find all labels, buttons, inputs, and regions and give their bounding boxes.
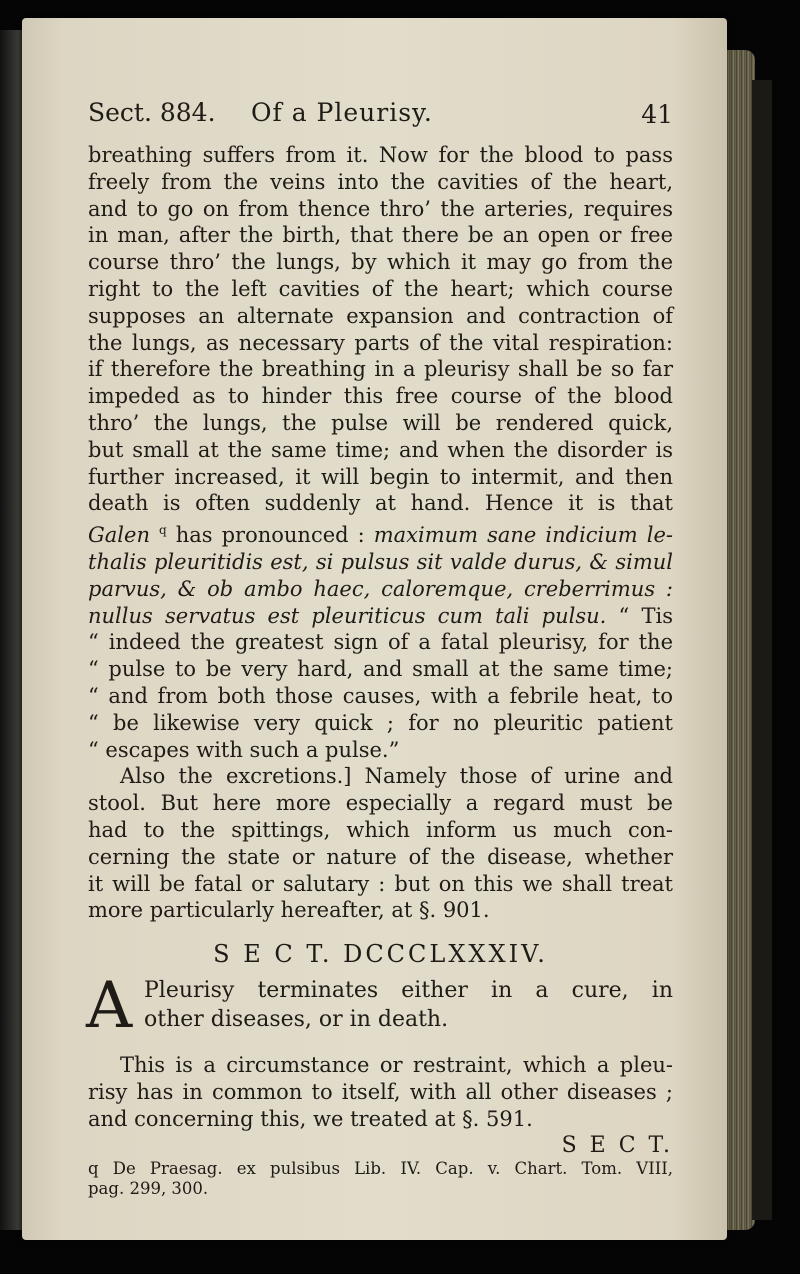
page-text [88,98,673,1199]
book-cover-edge [752,80,772,1220]
text-line: This is a circumstance or restraint, which a pleu- [120,1053,673,1078]
header-title: Of a Pleurisy. [251,98,433,127]
text-line: impeded as to hinder this free course of the blood [88,384,673,409]
footnote-line: pag. 299, 300. [88,1178,209,1198]
text-line: course thro’ the lungs, by which it may go from the [88,250,673,275]
text-line [88,517,673,549]
aphorism [86,969,673,1044]
section-heading: S E C T. DCCCLXXXIV. [213,940,548,969]
galen-name: Galen [88,523,150,548]
text-line: stool. But here more especially a regard must be [88,791,673,816]
text-line: death is often suddenly at hand. Hence it is that [88,491,673,516]
quote-line: “ be likewise very quick ; for no pleuritic patient [88,710,673,735]
header-section: Sect. 884. [88,98,216,127]
footnote [88,1159,673,1199]
paragraph-excretions [88,763,673,924]
text-line: right to the left cavities of the heart; which course [88,276,673,301]
text-line: if therefore the breathing in a pleurisy shall be so far [88,357,673,382]
quote-line: “ indeed the greatest sign of a fatal pleurisy, for the [88,630,673,655]
text-line: Also the excretions.] Namely those of urine and [120,764,673,789]
latin-line: thalis pleuritidis est, si pulsus sit valde durus, & simul [88,549,673,574]
footnote-line: q De Praesag. ex pulsibus Lib. IV. Cap. v. Chart. Tom. VIII, [88,1158,673,1178]
aphorism-line: Pleurisy terminates either in a cure, in [144,978,673,1004]
text-line: the lungs, as necessary parts of the vital respiration: [88,330,673,355]
text-line: it will be fatal or salutary : but on this we shall treat [88,871,673,896]
text-line: and to go on from thence thro’ the arteries, requires [88,196,673,221]
latin-quote-start: maximum sane indicium le- [373,523,673,548]
latin-quote-end: nullus servatus est pleuriticus cum tali pulsu. [88,603,607,628]
page-number: 41 [641,100,673,129]
text-line: in man, after the birth, that there be an open or free [88,223,673,248]
text-line [88,603,673,630]
text-line: supposes an alternate expansion and contraction of [88,303,673,328]
footnote-mark: q [159,523,167,538]
text-line: thro’ the lungs, the pulse will be rendered quick, [88,410,673,435]
quote-line: “ escapes with such a pulse.” [88,737,400,762]
drop-cap: A [86,969,133,1044]
latin-line: parvus, & ob ambo haec, caloremque, creberrimus : [88,576,673,601]
text-line: and concerning this, we treated at §. 591. [88,1106,533,1131]
galen-text: has pronounced : [175,523,365,548]
text-line: further increased, it will begin to intermit, and then [88,464,673,489]
quote-line: “ pulse to be very hard, and small at the same time; [88,657,673,682]
text-line: but small at the same time; and when the disorder is [88,437,673,462]
text-line: risy has in common to itself, with all other diseases ; [88,1079,673,1104]
text-line: cerning the state or nature of the disease, whether [88,844,673,869]
running-header [88,98,673,142]
quote-line: “ and from both those causes, with a febrile heat, to [88,683,673,708]
text-line: had to the spittings, which inform us much con- [88,817,673,842]
text-line: freely from the veins into the cavities of the heart, [88,169,673,194]
paragraph-commentary [88,1052,673,1132]
aphorism-line: other diseases, or in death. [144,1007,449,1033]
text-line: more particularly hereafter, at §. 901. [88,898,490,923]
catchword: S E C T. [561,1132,673,1158]
text-line: breathing suffers from it. Now for the blood to pass [88,143,673,167]
paragraph-pulse [88,142,673,763]
english-quote-start: “ Tis [618,603,673,628]
